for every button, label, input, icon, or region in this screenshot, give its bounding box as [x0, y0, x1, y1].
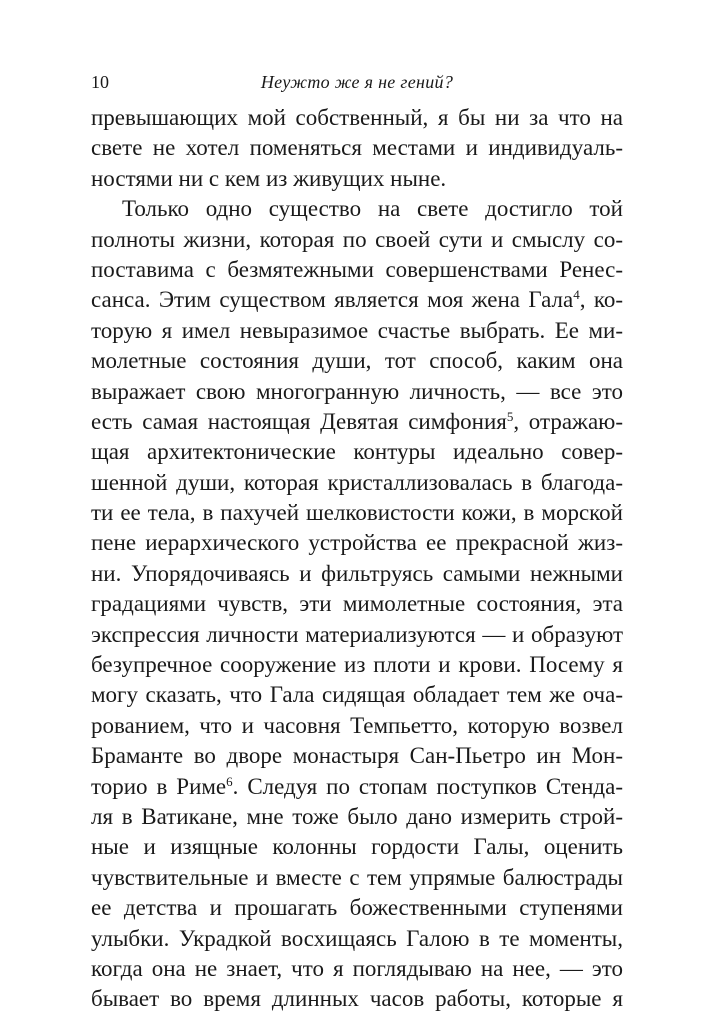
text-line: [91, 620, 623, 650]
text-line: [91, 498, 623, 528]
text-line: [91, 589, 623, 619]
text-segment: Браманте во дворе монастыря Сан-Пьетро ин Мон-: [91, 743, 623, 769]
text-segment: поставима с безмятежными совершенствами Ренес-: [91, 256, 623, 282]
text-segment: ностями ни с кем из живущих ныне.: [91, 165, 447, 191]
text-segment: ля в Ватикане, мне тоже было дано измерить строй-: [91, 803, 623, 829]
text-segment: шенной души, которая кристаллизовалась в благода-: [91, 469, 623, 495]
text-segment: щая архитектонические контуры идеально совер-: [91, 439, 623, 465]
text-segment: пене иерархического устройства ее прекрасной жиз-: [91, 530, 623, 556]
text-segment: ее детства и прошагать божественными ступенями: [91, 895, 623, 921]
text-segment: рованием, что и часовня Темпьетто, которую возвел: [91, 712, 623, 738]
text-segment: торую я имел невыразимое счастье выбрать. Ее ми-: [91, 317, 623, 343]
text-line: [91, 194, 623, 224]
text-line: [91, 832, 623, 862]
text-line: [91, 924, 623, 954]
text-line: [91, 316, 623, 346]
footnote-marker: 4: [573, 287, 580, 303]
text-line: [91, 468, 623, 498]
body-text: [91, 103, 623, 1015]
footnote-marker: 6: [226, 773, 233, 789]
text-line: [91, 711, 623, 741]
text-line: [91, 954, 623, 984]
text-line: [91, 772, 623, 802]
text-segment: полноты жизни, которая по своей сути и смыслу со-: [91, 226, 623, 252]
text-segment: ни. Упорядочиваясь и фильтруясь самыми нежными: [91, 560, 623, 586]
text-segment: , ко-: [579, 287, 623, 313]
text-line: [91, 802, 623, 832]
text-line: [91, 528, 623, 558]
page-number: 10: [91, 72, 109, 92]
text-segment: безупречное сооружение из плоти и крови. Посему я: [91, 652, 623, 678]
text-segment: когда она не знает, что я поглядываю на нее, — это: [91, 955, 623, 981]
text-segment: улыбки. Украдкой восхищаясь Галою в те моменты,: [91, 925, 623, 951]
text-segment: чувствительные и вместе с тем упрямые балюстрады: [91, 864, 623, 890]
text-line: [91, 346, 623, 376]
text-segment: есть самая настоящая Девятая симфония: [91, 408, 507, 434]
text-segment: превышающих мой собственный, я бы ни за что на: [91, 105, 623, 130]
text-segment: , отражаю-: [513, 408, 623, 434]
text-line: [91, 255, 623, 285]
text-segment: санса. Этим существом является моя жена Гала: [91, 287, 574, 313]
footnote-marker: 5: [506, 408, 514, 424]
text-line: [91, 225, 623, 255]
text-segment: бывает во время длинных часов работы, которые я: [91, 986, 623, 1012]
text-segment: молетные состояния души, тот способ, каким она: [91, 348, 623, 374]
text-line: [91, 893, 623, 923]
text-segment: свете не хотел поменяться местами и индивидуаль-: [91, 135, 623, 161]
text-line: [91, 285, 623, 315]
text-segment: могу сказать, что Гала сидящая обладает тем же оча-: [91, 682, 623, 708]
text-segment: . Следуя по стопам поступков Стенда-: [232, 773, 623, 799]
text-segment: торио в Риме: [91, 773, 227, 799]
text-line: [91, 133, 623, 163]
text-line: [91, 863, 623, 893]
text-line: [91, 984, 623, 1014]
text-segment: ные и изящные колонны гордости Галы, оценить: [91, 834, 623, 860]
text-line: [91, 559, 623, 589]
text-line: [91, 103, 623, 133]
text-line: [91, 407, 623, 437]
text-line: [91, 680, 623, 710]
text-line: [91, 164, 623, 194]
running-head: [91, 68, 623, 96]
text-segment: Только одно существо на свете достигло той: [122, 196, 623, 222]
text-segment: выражает свою многогранную личность, — все это: [91, 378, 623, 404]
text-line: [91, 741, 623, 771]
text-segment: ти ее тела, в пахучей шелковистости кожи, в морской: [91, 500, 623, 526]
text-segment: градациями чувств, эти мимолетные состояния, эта: [91, 591, 623, 617]
text-line: [91, 437, 623, 467]
running-title: Неужто же я не гений?: [260, 72, 454, 92]
text-segment: экспрессия личности материализуются — и образуют: [91, 621, 623, 647]
text-line: [91, 377, 623, 407]
text-line: [91, 650, 623, 680]
